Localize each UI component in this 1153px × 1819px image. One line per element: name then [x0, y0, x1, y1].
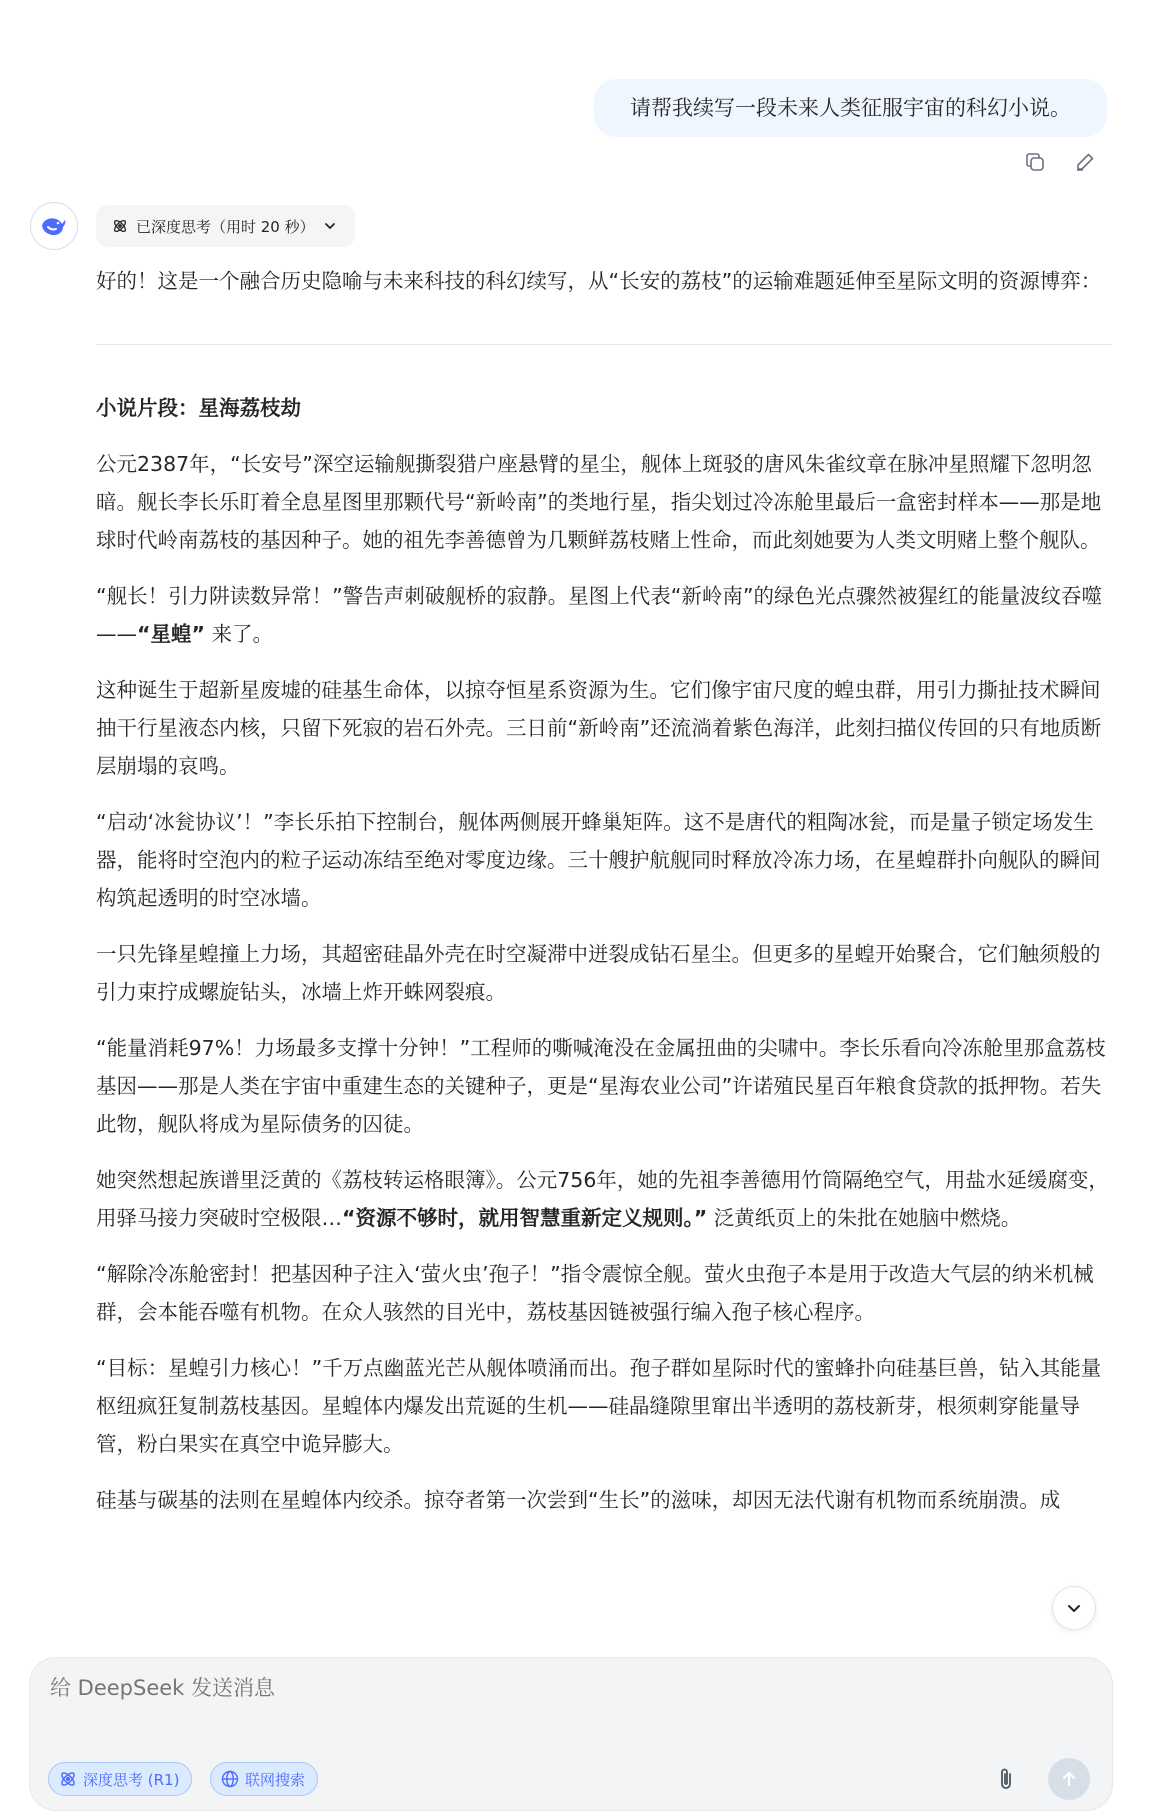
user-message-actions — [1021, 148, 1099, 176]
thinking-toggle[interactable] — [96, 205, 355, 247]
story-paragraph: 她突然想起族谱里泛黄的《荔枝转运格眼簿》。公元756年，她的先祖李善德用竹筒隔绝空气，用盐水延缓腐变，用驿马接力突破时空极限…“资源不够时，就用智慧重新定义规则。” 泛黄纸页上的朱批在她脑中燃烧。 — [96, 1168, 1109, 1230]
chevron-down-icon — [1064, 1598, 1084, 1618]
web-search-label: 联网搜索 — [245, 1770, 306, 1789]
story-paragraph: “能量消耗97%！力场最多支撑十分钟！”工程师的嘶喊淹没在金属扭曲的尖啸中。李长乐看向冷冻舱里那盒荔枝基因——那是人类在宇宙中重建生态的关键种子，更是“星海农业公司”许诺殖民星百年粮食贷款的抵押物。若失此物，舰队将成为星际债务的囚徒。 — [96, 1036, 1106, 1136]
story-paragraph: 这种诞生于超新星废墟的硅基生命体，以掠夺恒星系资源为生。它们像宇宙尺度的蝗虫群，用引力撕扯技术瞬间抽干行星液态内核，只留下死寂的岩石外壳。三日前“新岭南”还流淌着紫色海洋，此刻扫描仪传回的只有地质断层崩塌的哀鸣。 — [96, 678, 1102, 778]
deep-think-toggle[interactable] — [48, 1762, 192, 1796]
message-input[interactable] — [50, 1676, 1050, 1700]
deep-think-label: 深度思考 (R1) — [83, 1770, 180, 1789]
web-search-toggle[interactable] — [210, 1762, 318, 1796]
scroll-to-bottom-button[interactable] — [1052, 1586, 1096, 1630]
story-paragraph: “解除冷冻舱密封！把基因种子注入‘萤火虫’孢子！”指令震惊全舰。萤火虫孢子本是用于改造大气层的纳米机械群，会本能吞噬有机物。在众人骇然的目光中，荔枝基因链被强行编入孢子核心程序。 — [96, 1262, 1094, 1324]
story-paragraph: 公元2387年，“长安号”深空运输舰撕裂猎户座悬臂的星尘，舰体上斑驳的唐风朱雀纹章在脉冲星照耀下忽明忽暗。舰长李长乐盯着全息星图里那颗代号“新岭南”的类地行星，指尖划过冷冻舱里最后一盒密封样本——那是地球时代岭南荔枝的基因种子。她的祖先李善德曾为几颗鲜荔枝赌上性命，而此刻她要为人类文明赌上整个舰队。 — [96, 452, 1102, 552]
deepseek-whale-icon — [30, 202, 78, 250]
send-button[interactable] — [1048, 1758, 1090, 1800]
copy-icon[interactable] — [1021, 148, 1049, 176]
thinking-label: 已深度思考（用时 20 秒） — [136, 217, 315, 236]
story-paragraph: 硅基与碳基的法则在星蝗体内绞杀。掠夺者第一次尝到“生长”的滋味，却因无法代谢有机物而系统崩溃。成 — [96, 1488, 1061, 1512]
story-paragraph: “舰长！引力阱读数异常！”警告声刺破舰桥的寂静。星图上代表“新岭南”的绿色光点骤然被猩红的能量波纹吞噬——“星蝗” 来了。 — [96, 584, 1102, 646]
assistant-answer — [96, 262, 1112, 1537]
arrow-up-icon — [1059, 1769, 1079, 1789]
user-message — [594, 79, 1107, 137]
story-paragraph: “目标：星蝗引力核心！”千万点幽蓝光芒从舰体喷涌而出。孢子群如星际时代的蜜蜂扑向硅基巨兽，钻入其能量枢纽疯狂复制荔枝基因。星蝗体内爆发出荒诞的生机——硅晶缝隙里窜出半透明的荔枝新芽，根须刺穿能量导管，粉白果实在真空中诡异膨大。 — [96, 1356, 1102, 1456]
paperclip-icon[interactable] — [992, 1766, 1020, 1794]
divider — [96, 344, 1112, 345]
globe-icon — [221, 1770, 239, 1788]
answer-intro: 好的！这是一个融合历史隐喻与未来科技的科幻续写，从“长安的荔枝”的运输难题延伸至星际文明的资源博弈： — [96, 269, 1102, 293]
deep-think-icon — [59, 1770, 77, 1788]
section-title: 小说片段：星海荔枝劫 — [96, 396, 301, 420]
chevron-down-icon — [323, 219, 337, 233]
user-message-bubble: 请帮我续写一段未来人类征服宇宙的科幻小说。 — [594, 79, 1107, 137]
edit-icon[interactable] — [1071, 148, 1099, 176]
story-paragraph: “启动‘冰瓮协议’！”李长乐拍下控制台，舰体两侧展开蜂巢矩阵。这不是唐代的粗陶冰瓮，而是量子锁定场发生器，能将时空泡内的粒子运动冻结至绝对零度边缘。三十艘护航舰同时释放冷冻力场，在星蝗群扑向舰队的瞬间构筑起透明的时空冰墙。 — [96, 810, 1101, 910]
story-paragraph: 一只先锋星蝗撞上力场，其超密硅晶外壳在时空凝滞中迸裂成钻石星尘。但更多的星蝗开始聚合，它们触须般的引力束拧成螺旋钻头，冰墙上炸开蛛网裂痕。 — [96, 942, 1101, 1004]
deep-think-icon — [112, 218, 128, 234]
message-composer — [30, 1658, 1112, 1810]
